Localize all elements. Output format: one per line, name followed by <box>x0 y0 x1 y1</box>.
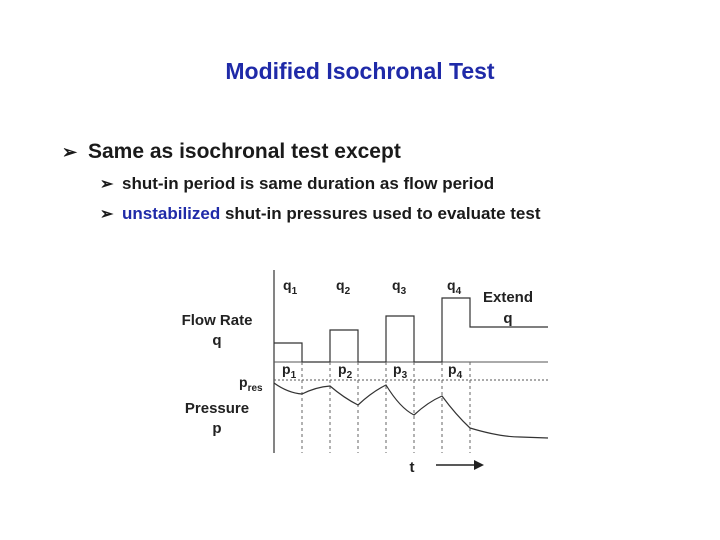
bullet-sub-2-highlight: unstabilized <box>122 204 221 223</box>
time-label: t <box>409 459 415 476</box>
bullet-sub-2-text: shut-in pressures used to evaluate test <box>220 204 541 223</box>
pressure-label-p3: $p_3$ <box>393 361 408 381</box>
pressure-label-p4: $p_4$ <box>448 361 463 381</box>
slide-title: Modified Isochronal Test <box>225 58 495 84</box>
rate-label-q1: $q_1$ <box>283 277 298 297</box>
flow-rate-label: Flow Rate <box>181 312 253 329</box>
pres-label: $p_{res}$ <box>239 374 263 394</box>
extend-symbol: q <box>503 310 513 327</box>
pressure-curve <box>274 383 548 438</box>
extend-label: Extend <box>482 289 534 306</box>
arrowhead-bullet-icon: ➢ <box>62 142 78 162</box>
rate-label-q3: $q_3$ <box>392 277 407 297</box>
flow-rate-profile <box>274 298 548 362</box>
pressure-label-p1: $p_1$ <box>282 361 297 381</box>
rate-label-q2: $q_2$ <box>336 277 351 297</box>
pressure-symbol: p <box>212 420 222 437</box>
flow-rate-symbol: q <box>212 332 222 349</box>
time-arrowhead-icon <box>474 460 484 470</box>
arrowhead-bullet-icon: ➢ <box>100 206 114 223</box>
bullet-main-text: Same as isochronal test except <box>88 140 401 163</box>
arrowhead-bullet-icon: ➢ <box>100 176 114 193</box>
period-dividers <box>302 362 470 453</box>
pressure-label-p2: $p_2$ <box>338 361 353 381</box>
pressure-label: Pressure <box>184 400 250 417</box>
rate-label-q4: $q_4$ <box>447 277 462 297</box>
bullet-sub-1-text: shut-in period is same duration as flow period <box>122 174 495 193</box>
